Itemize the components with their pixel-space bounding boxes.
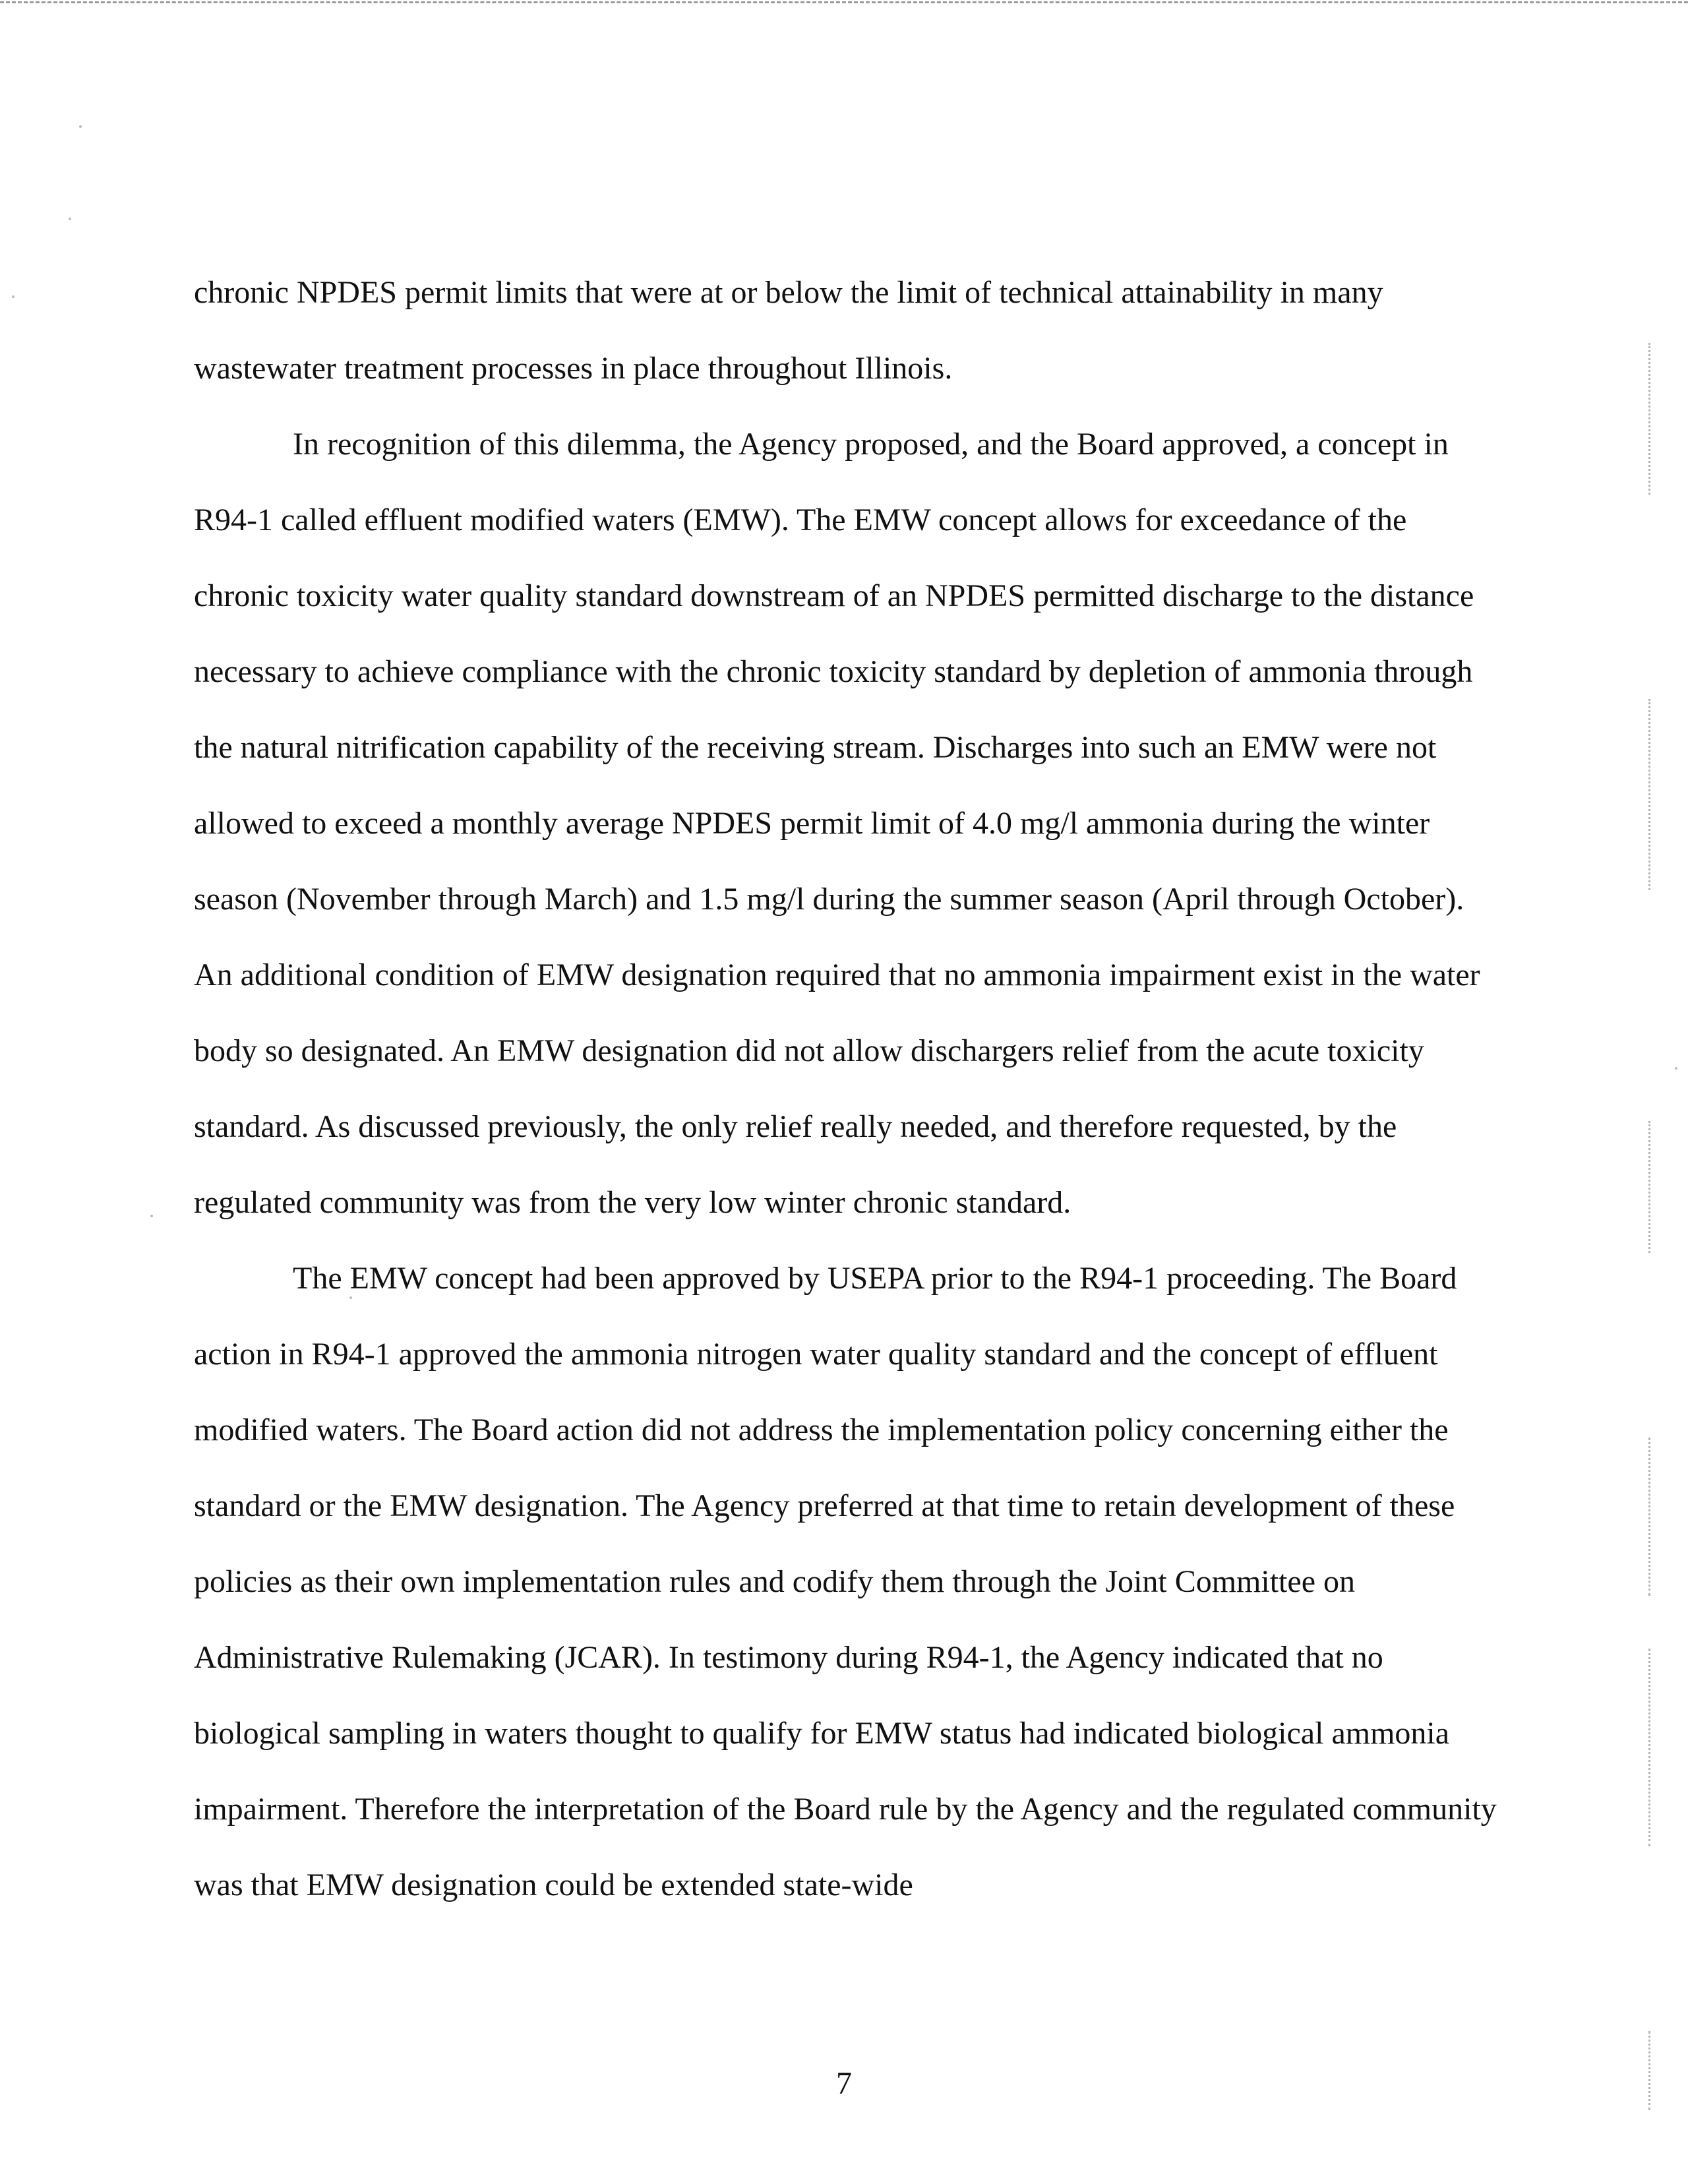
- scan-artifact: [1648, 699, 1652, 890]
- scan-speck: [1675, 1067, 1677, 1070]
- scan-speck: [79, 125, 82, 128]
- scan-speck: [349, 1296, 352, 1299]
- scan-artifact: [1648, 1649, 1652, 1846]
- page-number: 7: [836, 2066, 852, 2101]
- paragraph-3: The EMW concept had been approved by USEPA prior to the R94-1 proceeding. The Board action in R94-1 approved the ammonia nitrogen water quality standard and the concept of effluent modified waters. The Board action did not address the implementation policy concerning either the standard or the EMW designation. The Agency preferred at that time to retain development of these policies as their own implementation rules and codify them through the Joint Committee on Administrative Rulemaking (JCAR). In testimony during R94-1, the Agency indicated that no biological sampling in waters thought to qualify for EMW status had indicated biological ammonia impairment. Therefore the interpretation of the Board rule by the Agency and the regulated community was that EMW designation could be extended state-wide: [194, 1261, 1497, 1902]
- scan-edge-line: [0, 1, 1688, 3]
- body-text: [194, 255, 1499, 1923]
- scan-artifact: [1648, 1438, 1652, 1596]
- paragraph-2: In recognition of this dilemma, the Agency proposed, and the Board approved, a concept in R94-1 called effluent modified waters (EMW). The EMW concept allows for exceedance of the chronic toxicity water quality standard downstream of an NPDES permitted discharge to the distance necessary to achieve compliance with the chronic toxicity standard by depletion of ammonia through the natural nitrification capability of the receiving stream. Discharges into such an EMW were not allowed to exceed a monthly average NPDES permit limit of 4.0 mg/l ammonia during the winter season (November through March) and 1.5 mg/l during the summer season (April through October). An additional condition of EMW designation required that no ammonia impairment exist in the water body so designated. An EMW designation did not allow dischargers relief from the acute toxicity standard. As discussed previously, the only relief really needed, and therefore requested, by the regulated community was from the very low winter chronic standard.: [194, 427, 1480, 1220]
- scan-speck: [12, 295, 15, 298]
- scan-speck: [69, 218, 71, 220]
- paragraph-1: chronic NPDES permit limits that were at or below the limit of technical attainability in many wastewater treatment processes in place throughout Illinois.: [194, 275, 1383, 386]
- scan-artifact: [1648, 2031, 1652, 2110]
- scan-speck: [150, 1215, 153, 1217]
- scan-artifact: [1648, 343, 1652, 495]
- scan-margin-artifacts: [1648, 0, 1662, 2184]
- scan-artifact: [1648, 1121, 1652, 1253]
